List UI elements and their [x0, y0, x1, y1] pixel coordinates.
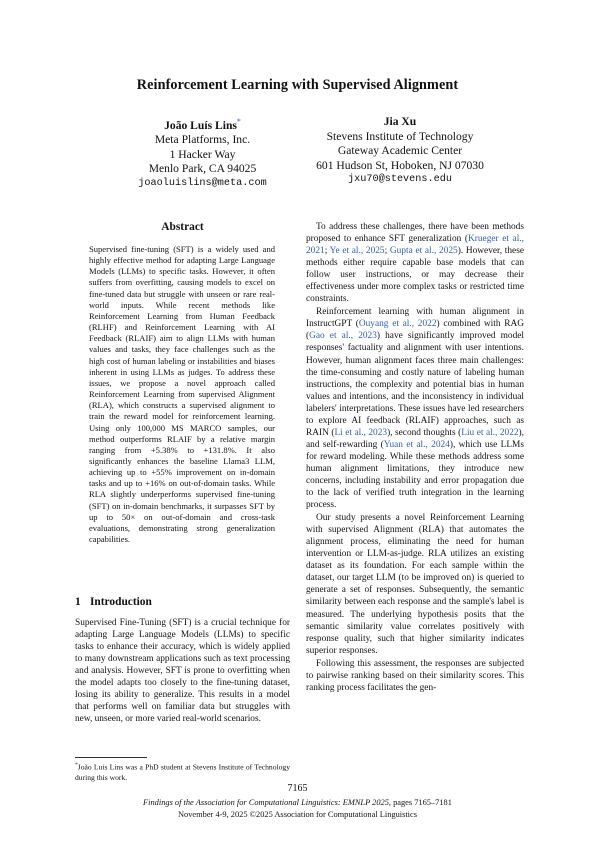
author-name: Jia Xu [383, 115, 417, 128]
footnote [75, 760, 290, 783]
footer-venue-line [0, 798, 595, 807]
paragraph: Following this assessment, the responses are subjected to pairwise ranking based on their similarity scores. This ranking process facilitates the gen- [306, 658, 524, 693]
text-run: ), and self-rewarding ( [306, 427, 524, 450]
abstract-text: Supervised fine-tuning (SFT) is a widely used and highly effective method for adapting Large Language Models (LLMs) to specific tasks. However, it often suffers from overfitting, causing models to excel on fine-tuned data but struggle with unseen or rare real-world inputs. While recent methods like Reinforcement Learning from Human Feedback (RLHF) and Reinforcement Learning with AI Feedback (RLAIF) aim to align LLMs with human values and tasks, they face challenges such as the high cost of human labeling or instabilities and biases inherent in using LLMs as judges. To address these issues, we propose a novel approach called Reinforcement Learning from supervised Alignment (RLA), which constructs a supervised alignment to train the reward model for reinforcement learning. Using only 100,000 MS MARCO samples, our method outperforms RLAIF by a relative margin ranging from +5.38% to +131.8%. It also significantly enhances the baseline Llama3 LLM, achieving up to +55% improvement on in-domain tasks and up to +16% on out-of-domain tasks. While RLA slightly underperforms supervised fine-tuning (SFT) on in-domain benchmarks, it surpasses SFT by up to 50× on out-of-domain and cross-task evaluations, demonstrating strong generalization capabilities. [89, 244, 275, 545]
author-affiliation: Meta Platforms, Inc. [154, 133, 251, 147]
paragraph [306, 306, 524, 511]
section-heading-introduction [75, 596, 152, 608]
page-number: 7165 [287, 783, 308, 794]
section-title: Introduction [90, 596, 152, 608]
abstract-heading: Abstract [161, 221, 204, 233]
author-address-line: Gateway Academic Center [337, 144, 463, 157]
footnote-text: João Luís Lins was a PhD student at Stevens Institute of Technology during this work. [75, 762, 290, 782]
text-run: Reinforcement learning with human alignment in InstructGPT ( [306, 307, 524, 330]
author-block-2 [300, 115, 500, 188]
text-run: ; [384, 246, 390, 257]
text-run: To address these challenges, there have been methods proposed to enhance SFT generalization ( [306, 222, 524, 245]
text-run: ), which use LLMs for reward modeling. While these methods address some human alignment limitations, they introduce new concerns, including instability and error propagation due to the lack of verified truth integration in the learning process. [306, 439, 525, 511]
citation-link[interactable]: Li et al., 2023 [334, 427, 388, 438]
citation-link[interactable]: Liu et al., 2022 [461, 427, 519, 438]
footer-copyright: November 4-9, 2025 ©2025 Association for Computational Linguistics [178, 810, 417, 819]
author-affiliation: Stevens Institute of Technology [326, 129, 474, 143]
citation-link[interactable]: Krueger et al., 2021 [306, 234, 524, 257]
author-email: jxu70@stevens.edu [348, 174, 452, 185]
author-address-line: Menlo Park, CA 94025 [148, 162, 257, 176]
introduction-text: Supervised Fine-Tuning (SFT) is a crucial technique for adapting Large Language Models (LLMs) to specific tasks to enhance their accuracy, which is widely applied to many downstream applications such as text processing and analysis. However, SFT is prone to overfitting when the model adapts too closely to the fine-tuning dataset, losing its ability to generalize. This results in a model that performs well on familiar data but struggles with new, unseen, or more varied real-world scenarios. [75, 618, 290, 725]
paragraph: Our study presents a novel Reinforcement Learning with supervised Alignment (RLA) that automates the alignment process, eliminating the need for human intervention or LLM-as-judge. RLA utilizes an existing dataset as its foundation. For each sample within the dataset, our target LLM (to be improved on) is queried to generate a set of responses. Subsequently, the semantic similarity between each response and the sample's label is measured. The underlying hypothesis posits that the semantic similarity value correlates positively with response quality, such that higher similarity indicates superior responses. [306, 513, 524, 656]
author-address-line: 601 Hudson St, Hoboken, NJ 07030 [316, 158, 484, 172]
author-name: João Luís Lins [164, 118, 237, 132]
text-run: ). However, these methods either require capable base models that can follow user instructions, or may decrease their effectiveness under more complex tasks or restricted time constraints. [306, 246, 524, 305]
text-run: ) combined with RAG ( [306, 319, 524, 342]
citation-link[interactable]: Yuan et al., 2024 [383, 439, 450, 450]
text-run: ), second thoughts ( [387, 427, 462, 438]
citation-link[interactable]: Ouyang et al., 2022 [358, 319, 437, 330]
paragraph [306, 221, 524, 305]
paper-title: Reinforcement Learning with Supervised Alignment [136, 77, 459, 93]
author-footnote-mark[interactable]: * [236, 117, 241, 126]
citation-link[interactable]: Gao et al., 2023 [309, 331, 377, 342]
footnote-mark: * [75, 762, 78, 768]
author-block-1 [95, 115, 310, 191]
right-column [306, 221, 524, 695]
citation-link[interactable]: Gupta et al., 2025 [389, 246, 458, 257]
text-run: ; [324, 246, 330, 257]
text-run: ) have significantly improved model responses' factuality and alignment with user intentions. However, human alignment faces three main challenges: the time-consuming and costly nature of labeling human instructions, the complexity and potential bias in human values and intentions, and the inconsistency in individual labelers' interpretations. These issues have led researchers to explore AI feedback (RLAIF) approaches, such as RAIN ( [306, 331, 525, 438]
section-number: 1 [75, 596, 81, 608]
footer-pages: , pages 7165–7181 [388, 798, 452, 807]
footnote-rule [75, 757, 147, 758]
footer-venue: Findings of the Association for Computational Linguistics: EMNLP 2025 [143, 798, 389, 807]
author-address-line: 1 Hacker Way [169, 147, 236, 161]
citation-link[interactable]: Ye et al., 2025 [329, 246, 385, 257]
author-email: joaoluislins@meta.com [138, 177, 267, 189]
